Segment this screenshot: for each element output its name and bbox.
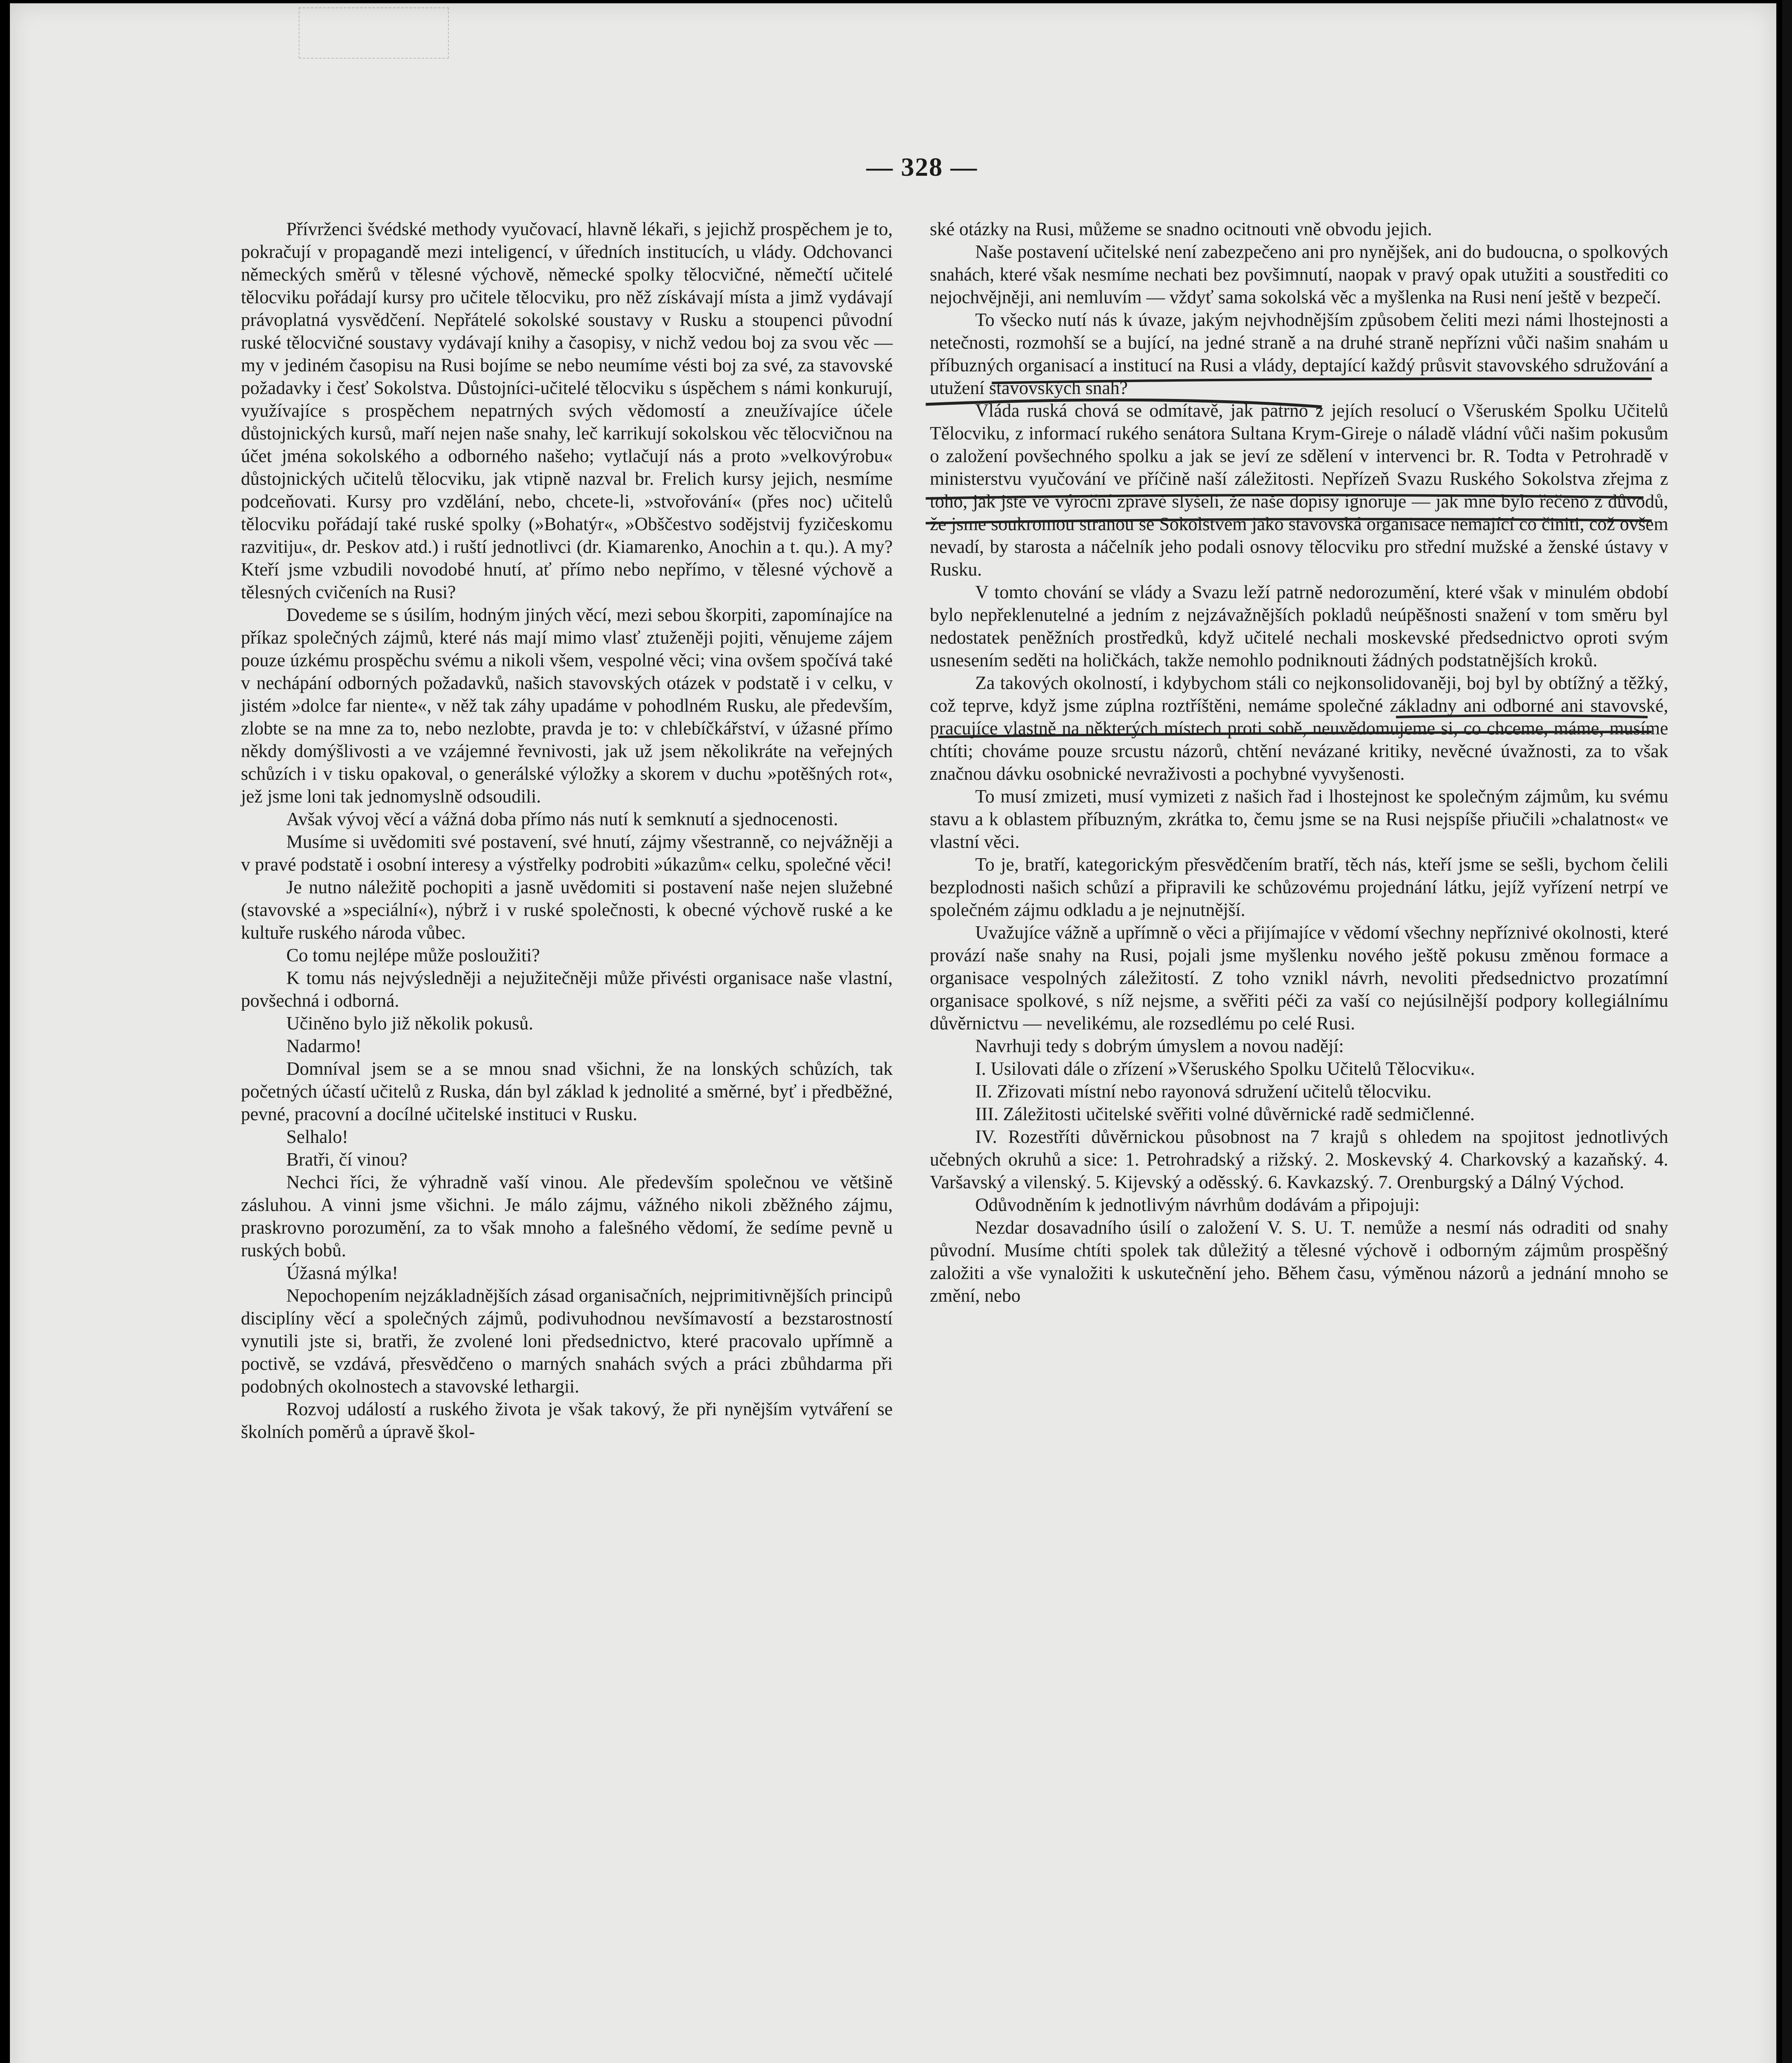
paragraph: III. Záležitosti učitelské svěřiti volné důvěrnické radě sedmičlenné.	[975, 1104, 1475, 1124]
paragraph: Selhalo!	[286, 1126, 348, 1147]
paragraph: V tomto chování se vlády a Svazu leží patrně nedorozumění, které však v minulém období bylo nepřeklenutelné a jedním z nejzávažnějších pokladů neúpěšnosti snažení v tom směru byl nedostatek peněžních prostředků, když učitelé nechali moskevské předsednictvo oproti svým usnesením seděti na holičkách, takže nemohlo podniknouti žádných podstatnějších kroků.	[930, 582, 1668, 670]
paragraph: Odůvodněním k jednotlivým návrhům dodávám a připojuji:	[975, 1194, 1420, 1215]
paragraph: IV. Rozestříti důvěrnickou působnost na 7 krajů s ohledem na spojitost jednotlivých učebných okruhů a sice: 1. Petrohradský a rižský. 2. Moskevský 4. Charkovský a kazaňský. 4. Varšavský a vilenský. 5. Kijevský a oděsský. 6. Kavkazský. 7. Orenburgský a Dálný Východ.	[930, 1126, 1668, 1192]
paragraph: Bratři, čí vinou?	[286, 1149, 408, 1170]
paragraph: I. Usilovati dále o zřízení »Všeruského Spolku Učitelů Tělocviku«.	[975, 1058, 1475, 1079]
page-number: — 328 —	[866, 152, 978, 182]
paragraph: Rozvoj událostí a ruského života je však takový, že při nynějším vytváření se školních poměrů a úpravě škol-	[241, 1399, 893, 1442]
paragraph: Úžasná mýlka!	[286, 1263, 398, 1283]
page-sheet	[10, 3, 1776, 2063]
faded-stamp	[299, 7, 449, 59]
paragraph: Nechci říci, že výhradně vaší vinou. Ale především společnou ve většině zásluhou. A vinni jsme všichni. Je málo zájmu, vážného nikoli zběžného zájmu, praskrovno porozumění, za to však mnoho a falešného vědomí, že sedíme pevně u ruských bobů.	[241, 1172, 893, 1260]
paragraph: K tomu nás nejvýsledněji a nejužitečněji může přivésti organisace naše vlastní, povšechná i odborná.	[241, 968, 893, 1011]
right-column	[930, 218, 1668, 1307]
paragraph: ské otázky na Rusi, můžeme se snadno ocitnouti vně obvodu jejich.	[930, 219, 1432, 239]
paragraph: Nadarmo!	[286, 1036, 362, 1056]
paragraph: Nepochopením nejzákladnějších zásad organisačních, nejprimitivnějších principů disciplíny věcí a společných zájmů, podivuhodnou nevšímavostí a bezstarostností vynutili jste si, bratři, že zvolené loni předsednictvo, které pracovalo upřímně a poctivě, se vzdává, přesvědčeno o marných snahách svých a práci zbůhdarma při podobných okolnostech a stavovské lethargii.	[241, 1285, 893, 1397]
scan-edge	[1782, 0, 1792, 2063]
left-column	[241, 218, 893, 1443]
paragraph: II. Zřizovati místní nebo rayonová sdružení učitelů tělocviku.	[975, 1081, 1431, 1102]
paragraph: Je nutno náležitě pochopiti a jasně uvědomiti si postavení naše nejen služebné (stavovské a »speciální«), nýbrž i v ruské společnosti, k obecné výchově ruské a ke kultuře ruského národa vůbec.	[241, 877, 893, 943]
paragraph: Za takových okolností, i kdybychom stáli co nejkonsolidovaněji, boj byl by obtížný a těžký, což teprve, když jsme zúplna roztříštěni, nemáme společné základny ani odborné ani stavovské, pracujíce vlastně na některých místech proti sobě, neuvědomujeme si, co chceme, máme, musíme chtíti; chováme pouze srcustu názorů, chtění nevázané kritiky, nevěcné úvažnosti, za to však značnou dávku osobnické nevraživosti a pochybné vyvyšenosti.	[930, 673, 1668, 784]
paragraph: To je, bratří, kategorickým přesvědčením bratří, těch nás, kteří jsme se sešli, bychom čelili bezplodnosti našich schůzí a připravili ke schůzovému projednání látku, jejíž vyřízení netrpí ve společném zájmu odkladu a je nejnutnější.	[930, 854, 1668, 920]
paragraph: Učiněno bylo již několik pokusů.	[286, 1013, 533, 1034]
paragraph: Navrhuji tedy s dobrým úmyslem a novou nadějí:	[975, 1036, 1344, 1056]
paragraph: Musíme si uvědomiti své postavení, své hnutí, zájmy všestranně, co nejvážněji a v pravé podstatě i osobní interesy a výstřelky podrobiti »úkazům« celku, společné věci!	[241, 831, 893, 875]
paragraph: To všecko nutí nás k úvaze, jakým nejvhodnějším způsobem čeliti mezi námi lhostejnosti a netečnosti, rozmohší se a bující, na jedné straně a na druhé straně nepřízni vůči našim snahám u příbuzných organisací a institucí na Rusi a vlády, deptající každý průsvit stavovského sdružování a utužení stavovských snah?	[930, 309, 1668, 398]
paragraph: Vláda ruská chová se odmítavě, jak patrno z jejích resolucí o Všeruském Spolku Učitelů Tělocviku, z informací rukého senátora Sultana Krym-Gireje o náladě vládní vůči našim pokusům o založení povšechného spolku a jak se jeví ze sdělení v intervenci br. R. Todta v Petrohradě v ministerstvu vyučování ve příčině naší záležitosti. Nepřízeň Svazu Ruského Sokolstva zřejma z toho, jak jste ve výroční zprávě slyšeli, že naše dopisy ignoruje — jak mně bylo řečeno z důvodů, že jsme soukromou stranou se Sokolstvem jako stavovská organisace nemající co činiti, což ovšem nevadí, by starosta a náčelník jeho podali osnovy tělocviku pro střední mužské a ženské ústavy v Rusku.	[930, 400, 1668, 580]
paragraph: To musí zmizeti, musí vymizeti z našich řad i lhostejnost ke společným zájmům, ku svému stavu a k oblastem příbuzným, zkrátka to, čemu jsme se na Rusi nejspíše přiučili »chalatnost« ve vlastní věci.	[930, 786, 1668, 852]
paragraph: Dovedeme se s úsilím, hodným jiných věcí, mezi sebou škorpiti, zapomínajíce na příkaz společných zájmů, které nás mají mimo vlasť ztuženěji pojiti, věnujeme zájem pouze úzkému prospěchu svému a nikoli všem, vespolné věci; vina ovšem spočívá také v nechápání odborných požadavků, našich stavovských otázek v podstatě i v celku, v jistém »dolce far niente«, v něž tak záhy upadáme v pohodlném Rusku, ale především, zlobte se na mne za to, nebo nezlobte, pravda je to: v chlebíčkářství, v úžasné přímo někdy domýšlivosti a ve vzájemné řevnivosti, jak už jsem několikráte na veřejných schůzích i v tisku opakoval, o generálské výložky a skorem v duchu »potěšných rot«, jež jsme loni tak jednomyslně odsoudili.	[241, 604, 893, 807]
paragraph: Přívrženci švédské methody vyučovací, hlavně lékaři, s jejichž prospěchem je to, pokračují v propagandě mezi inteligencí, v úředních institucích, u vlády. Odchovanci německých směrů v tělesné výchově, německé spolky tělocvičné, němečtí učitelé tělocviku pořádají kursy pro učitele tělocviku, pro něž získávají místa a jimž vydávají právoplatná vysvědčení. Nepřátelé sokolské soustavy v Rusku a stoupenci původní ruské tělocvičné soustavy vydávají knihy a časopisy, v nichž vedou boj za svou věc — my v jediném časopisu na Rusi bojíme se nebo neumíme vésti boj za své, za stavovské požadavky i česť Sokolstva. Důstojníci-učitelé tělocviku s úspěchem s námi konkurují, využívajíce s prospěchem nepatrných svých vědomostí a zneužívajíce účele důstojnických kursů, maří nejen naše snahy, leč karrikují sokolskou věc tělocvičnou na účet jména sokolského a odborného našeho; vytlačují nás a proto »velkovýrobu« důstojnických učitelů tělocviku, jak vtipně nazval br. Frelich kursy jejich, nesmíme podceňovati. Kursy pro vzdělání, nebo, chcete-li, »stvořování« (přes noc) učitelů tělocviku pořádají také ruské spolky (»Bohatýr«, »Obščestvo sodějstvij fyzičeskomu razvitiju«, dr. Peskov atd.) i ruští jednotlivci (dr. Kiamarenko, Anochin a t. qu.). A my? Kteří jsme vzbudili novodobé hnutí, ať přímo nebo nepřímo, v tělesné výchově a tělesných cvičeních na Rusi?	[241, 219, 893, 602]
paragraph: Nezdar dosavadního úsilí o založení V. S. U. T. nemůže a nesmí nás odraditi od snahy původní. Musíme chtíti spolek tak důležitý a tělesné výchově i odborným zájmům prospěšný založiti a vše vynaložiti k uskutečnění jeho. Během času, výměnou názorů a jednání mnoho se změní, nebo	[930, 1217, 1668, 1306]
paragraph: Co tomu nejlépe může posloužiti?	[286, 945, 540, 965]
paragraph: Domníval jsem se a se mnou snad všichni, že na lonských schůzích, tak početných účastí učitelů z Ruska, dán byl základ k jednolité a směrné, byť i předběžné, pevné, pracovní a docílné učitelské instituci v Rusku.	[241, 1058, 893, 1124]
paragraph: Avšak vývoj věcí a vážná doba přímo nás nutí k semknutí a sjednocenosti.	[286, 809, 838, 829]
paragraph: Uvažujíce vážně a upřímně o věci a přijímajíce v vědomí všechny nepříznivé okolnosti, které provází naše snahy na Rusi, pojali jsme myšlenku nového ještě pokusu změnou formace a organisace vespolných záležitostí. Z toho vznikl návrh, nevoliti předsednictvo prozatímní organisace spolkové, s níž nejsme, a svěřiti péči za vaší co nejúsilnější podpory kollegiálnímu důvěrnictvu — nevelikému, ale rozsedlému po celé Rusi.	[930, 922, 1668, 1034]
paragraph: Naše postavení učitelské není zabezpečeno ani pro nynějšek, ani do budoucna, o spolkových snahách, které však nesmíme nechati bez povšimnutí, naopak v pravý opak utužiti a soustřediti co nejochvějněji, ani nemluvím — vždyť sama sokolská věc a myšlenka na Rusi není ještě v bezpečí.	[930, 241, 1668, 307]
